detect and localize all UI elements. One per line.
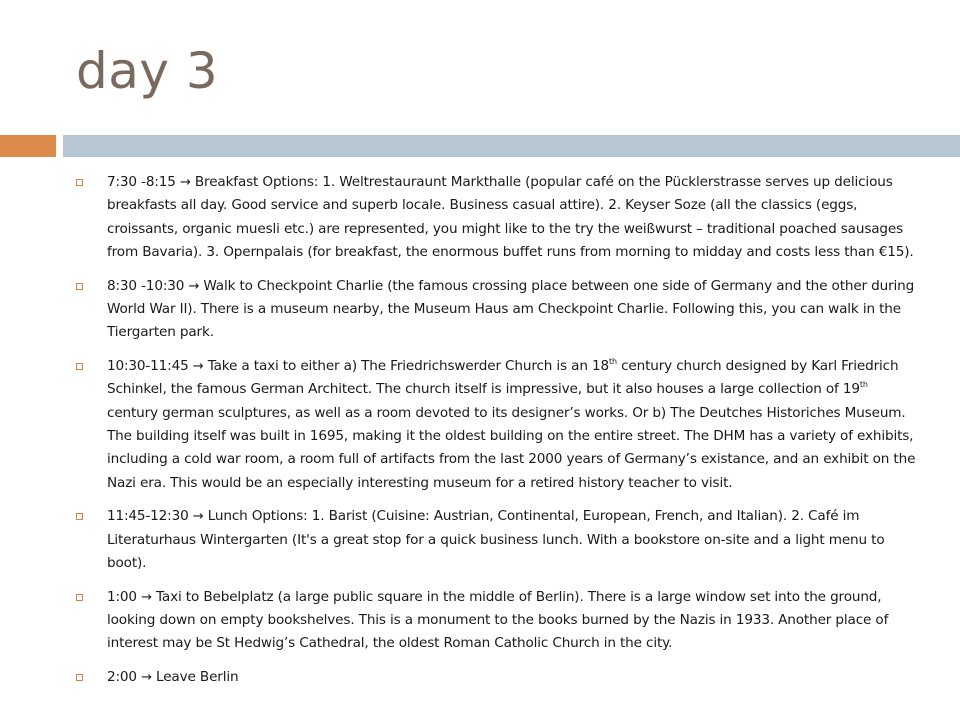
square-bullet-icon — [76, 513, 83, 520]
square-bullet-icon — [76, 674, 83, 681]
square-bullet-icon — [76, 363, 83, 370]
item-text: Leave Berlin — [156, 668, 239, 685]
title-underline-bar — [63, 135, 960, 157]
list-item — [76, 171, 916, 265]
item-time: 2:00 — [107, 668, 137, 685]
accent-bar — [0, 135, 56, 157]
itinerary-list — [76, 171, 916, 720]
arrow-right-icon: → — [192, 509, 204, 525]
list-item — [76, 275, 916, 345]
arrow-right-icon: → — [141, 589, 152, 605]
square-bullet-icon — [76, 594, 83, 601]
list-item — [76, 666, 916, 689]
item-text-part: Take a taxi to either a) The Friedrichswerder Church is an 18 — [207, 357, 609, 374]
arrow-right-icon: → — [188, 278, 200, 294]
list-item — [76, 586, 916, 656]
ordinal-superscript: th — [859, 380, 868, 390]
arrow-right-icon: → — [179, 175, 191, 190]
item-text-part: century church designed by Karl Friedrich Schinkel, the famous German Architect. The church itself is impressive, but it also houses a large collection of 19 — [107, 357, 899, 398]
item-text: Walk to Checkpoint Charlie (the famous crossing place between one side of Germany and the other during World War II). There is a museum nearby, the Museum Haus am Checkpoint Charlie. Following this, you can walk in the Tiergarten park. — [107, 277, 915, 341]
item-text: Taxi to Bebelplatz (a large public square in the middle of Berlin). There is a large window set into the ground, looking down on empty bookshelves. This is a monument to the books burned by the Nazis in 1933. Another place of interest may be St Hedwig’s Cathedral, the oldest Roman Catholic Church in the city. — [107, 588, 889, 652]
square-bullet-icon — [76, 179, 83, 186]
arrow-right-icon: → — [141, 669, 152, 685]
item-text: Breakfast Options: 1. Weltrestauraunt Markthalle (popular café on the Pücklerstrasse serves up delicious breakfasts all day. Good service and superb locale. Business casual attire). 2. Keyser Soze (all the classics (eggs, croissants, organic muesli etc.) are represented, you might like to the try the weißwurst – traditional poached sausages from Bavaria). 3. Opernpalais (for breakfast, the enormous buffet runs from morning to midday and costs less than €15). — [107, 174, 914, 261]
item-time: 11:45-12:30 — [107, 508, 189, 525]
item-time: 10:30-11:45 — [107, 357, 189, 374]
square-bullet-icon — [76, 283, 83, 290]
item-text-part: century german sculptures, as well as a room devoted to its designer’s works. Or b) The Deutches Historiches Museum. The building itself was built in 1695, making it the oldest building on the entire street. The DHM has a variety of exhibits, including a cold war room, a room full of artifacts from the last 2000 years of Germany’s existance, and an exhibit on the Nazi era. This would be an especially interesting museum for a retired history teacher to visit. — [107, 404, 916, 491]
arrow-right-icon: → — [192, 358, 204, 374]
item-time: 1:00 — [107, 588, 137, 605]
item-text: Lunch Options: 1. Barist (Cuisine: Austrian, Continental, European, French, and Italian). 2. Café im Literaturhaus Wintergarten (It's a great stop for a quick business lunch. With a bookstore on-site and a light menu to boot). — [107, 508, 885, 572]
item-time: 7:30 -8:15 — [107, 174, 176, 190]
ordinal-superscript: th — [608, 356, 617, 366]
list-item — [76, 505, 916, 575]
slide-title: day 3 — [76, 42, 219, 100]
list-item — [76, 355, 916, 495]
item-time: 8:30 -10:30 — [107, 277, 185, 294]
